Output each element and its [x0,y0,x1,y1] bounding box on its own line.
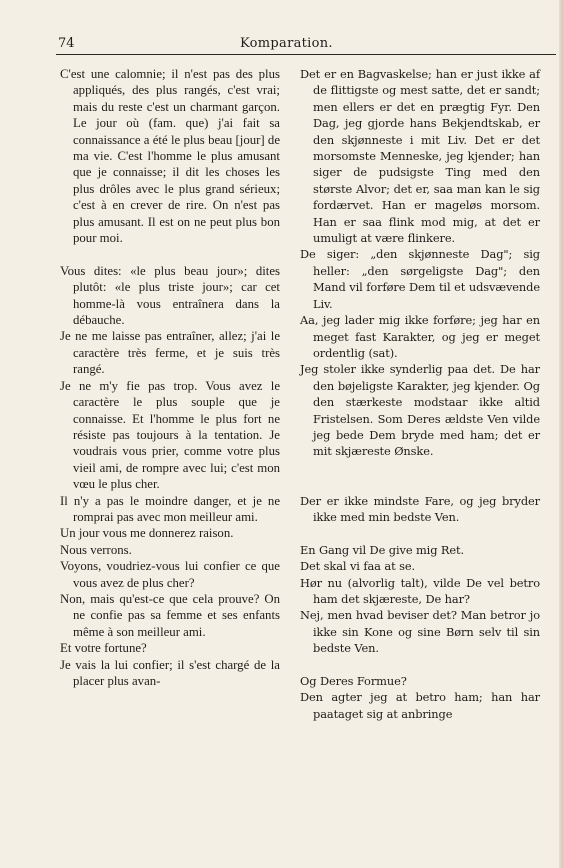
french-paragraph: Je ne me laisse pas entraîner, allez; j'ai le caractère très ferme, et je suis très rangé. [60,329,280,377]
paragraph-gap [60,246,280,262]
french-column [60,66,280,689]
danish-paragraph: Den agter jeg at betro ham; han har paataget sig at anbringe [300,690,540,721]
danish-paragraph: Det skal vi faa at se. [300,559,415,574]
danish-paragraph: Hør nu (alvorlig talt), vilde De vel betro ham det skjæreste, De har? [300,575,540,606]
danish-column [300,66,540,722]
french-paragraph: Un jour vous me donnerez raison. [60,526,234,541]
header-rule [56,54,556,55]
paragraph-gap [300,525,540,541]
danish-paragraph: Jeg stoler ikke synderlig paa det. De har den bøjeligste Karakter, jeg kjender. Og den stærkeste modstaar ikke altid Fristelsen. Som Deres ældste Ven vilde jeg bede Dem bryde med ham; det er mit skjæreste Ønske. [300,362,540,459]
paragraph-gap [300,476,540,492]
danish-paragraph: En Gang vil De give mig Ret. [300,542,465,557]
paragraph-gap [300,460,540,476]
french-paragraph: Je ne m'y fie pas trop. Vous avez le caractère le plus souple que je connaisse. Et l'homme le plus fort ne résiste pas toujours à la tentation. Je voudrais vous prier, comme votre plus vieil ami, de rompre avec lui; c'est mon vœu le plus cher. [60,378,280,492]
french-paragraph: C'est une calomnie; il n'est pas des plus appliqués, des plus rangés, c'est vrai; mais du reste c'est un charmant garçon. Le jour où (fam. que) j'ai fait sa connaissance a été le plus beau [jour] de ma vie. C'est l'homme le plus amusant que je connaisse; il dit les choses les plus drôles avec le plus grand sérieux; c'est à en crever de rire. On n'est pas plus amusant. Il est on ne peut plus bon pour moi. [60,67,280,246]
french-paragraph: Non, mais qu'est-ce que cela prouve? On ne confie pas sa femme et ses enfants même à son meilleur ami. [60,591,280,639]
danish-paragraph: De siger: „den skjønneste Dag"; sig heller: „den sørgeligste Dag"; den Mand vil forføre Dem til et udsvævende Liv. [300,247,540,311]
page-edge-shadow [559,0,563,868]
french-paragraph: Vous dites: «le plus beau jour»; dites plutôt: «le plus triste jour»; car cet homme-là vous entraînera dans la débauche. [60,263,280,328]
danish-paragraph: Og Deres Formue? [300,673,407,688]
danish-paragraph: Aa, jeg lader mig ikke forføre; jeg har en meget fast Karakter, og jeg er meget ordentlig (sat). [300,313,540,360]
danish-paragraph: Nej, men hvad beviser det? Man betror jo ikke sin Kone og sine Børn selv til sin bedste Ven. [300,608,540,656]
paragraph-gap [300,657,540,673]
french-paragraph: Il n'y a pas le moindre danger, et je ne romprai pas avec mon meilleur ami. [60,493,280,524]
danish-paragraph: Det er en Bagvaskelse; han er just ikke af de flittigste og mest satte, det er sandt; men ellers er det en prægtig Fyr. Den Dag, jeg gjorde hans Bekjendtskab, er den skjønneste i mit Liv. Det er det morsomste Menneske, jeg kjender; han siger de pudsigste Ting med den største Alvor; det er, saa man kan le sig fordærvet. Han er mageløs morsom. Han er saa flink mod mig, at det er umuligt at være flinkere. [300,67,540,246]
running-title: Komparation. [240,36,333,51]
danish-paragraph: Der er ikke mindste Fare, og jeg bryder ikke med min bedste Ven. [300,493,540,524]
french-paragraph: Nous verrons. [60,542,132,557]
french-paragraph: Et votre fortune? [60,641,147,656]
french-paragraph: Je vais la lui confier; il s'est chargé de la placer plus avan- [60,657,280,689]
french-paragraph: Voyons, voudriez-vous lui confier ce que vous avez de plus cher? [60,559,280,590]
page-number: 74 [58,36,75,51]
page-header [0,0,563,51]
